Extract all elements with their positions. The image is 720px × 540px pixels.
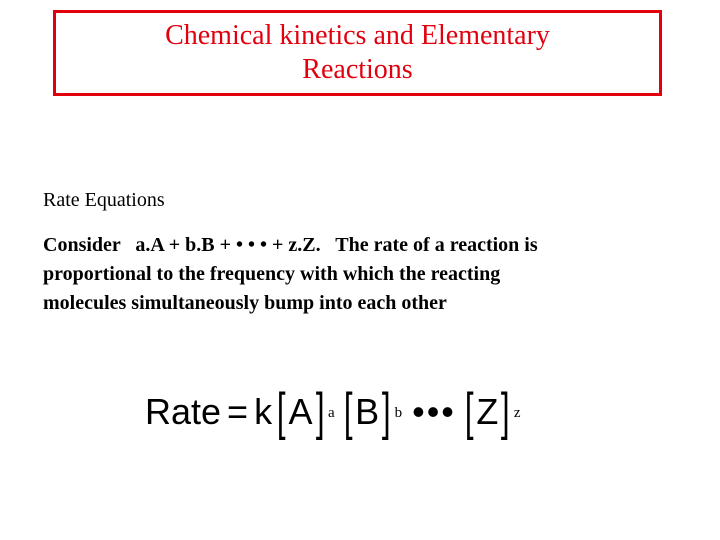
rate-equation xyxy=(145,383,526,441)
species-b-exponent: b xyxy=(394,405,403,421)
title-line-1: Chemical kinetics and Elementary xyxy=(165,20,550,51)
species-b-symbol: B xyxy=(355,391,380,432)
species-a-symbol: A xyxy=(288,391,313,432)
title-line-2: Reactions xyxy=(302,54,413,85)
paragraph-line-1: Consider a.A + b.B + • • • + z.Z. The rate of a reaction is xyxy=(43,234,538,256)
close-bracket-a: ] xyxy=(315,383,325,441)
paragraph-line-3: molecules simultaneously bump into each other xyxy=(43,292,447,314)
equation-ellipsis-dots: ••• xyxy=(412,391,456,432)
open-bracket-a: [ xyxy=(276,383,286,441)
title-box xyxy=(53,10,662,96)
species-a-exponent: a xyxy=(328,405,335,421)
equation-rate-constant: k xyxy=(254,391,273,432)
equation-equals-sign: = xyxy=(227,391,249,432)
body-paragraph xyxy=(43,231,538,318)
open-bracket-z: [ xyxy=(464,383,474,441)
species-z-symbol: Z xyxy=(476,391,499,432)
section-heading: Rate Equations xyxy=(43,189,165,211)
close-bracket-b: ] xyxy=(382,383,391,441)
close-bracket-z: ] xyxy=(501,383,510,441)
open-bracket-b: [ xyxy=(343,383,353,441)
paragraph-line-2: proportional to the frequency with which the reacting xyxy=(43,263,501,285)
equation-rate-label: Rate xyxy=(145,391,222,432)
species-z-exponent: z xyxy=(513,405,521,421)
